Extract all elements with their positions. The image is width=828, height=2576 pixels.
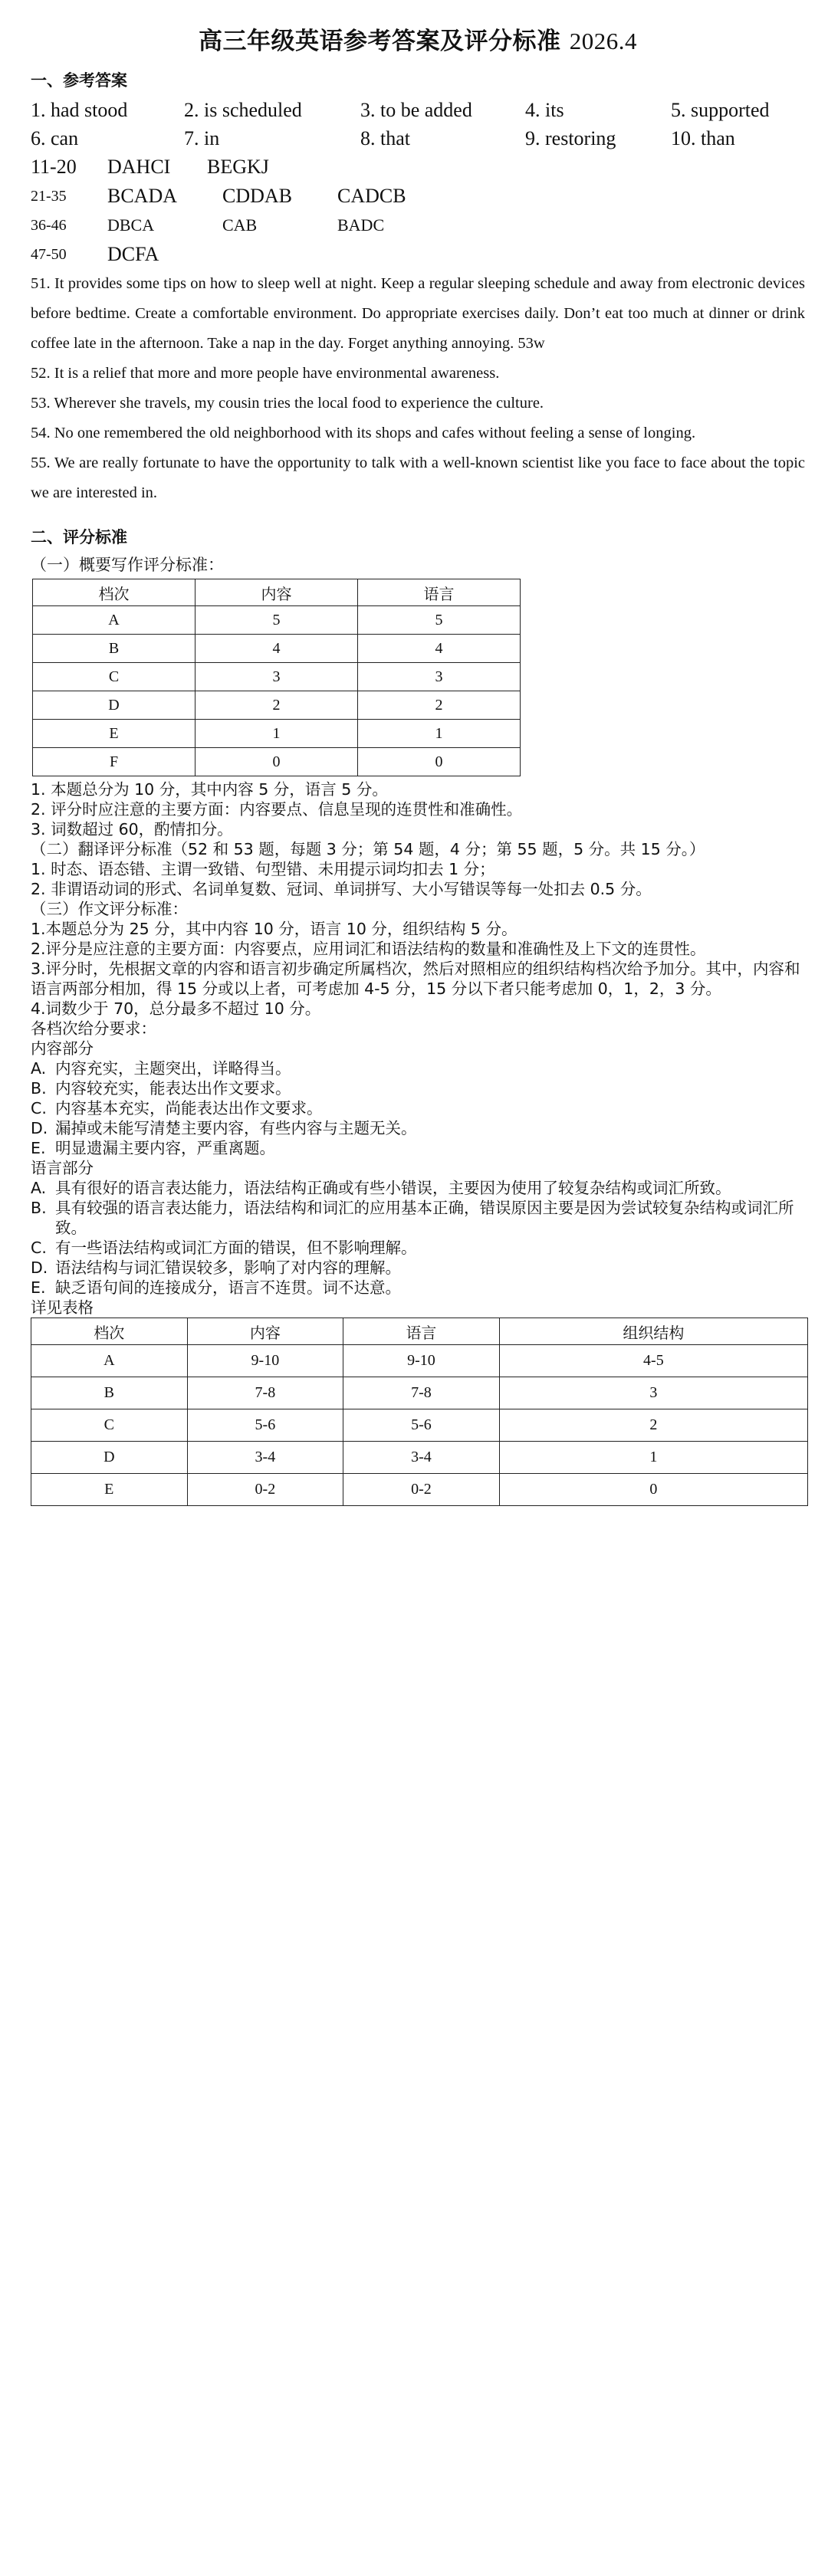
group-answers: CADCB [337, 185, 406, 207]
item-text: 内容充实，主题突出，详略得当。 [55, 1059, 291, 1078]
list-item [31, 1138, 805, 1158]
table-cell: D [31, 1442, 188, 1474]
group-label: 11-20 [31, 156, 77, 178]
answer-55: 55. We are really fortunate to have the opportunity to talk with a well-known scientist like you face to face about the topic we are interested in. [31, 454, 805, 501]
answer-item: 10. than [671, 127, 735, 149]
group-label: 21-35 [31, 188, 67, 205]
page-title [31, 21, 805, 56]
item-key: A. [31, 1059, 47, 1078]
table-row [33, 606, 521, 635]
note-line: 1. 本题总分为 10 分，其中内容 5 分，语言 5 分。 [31, 780, 388, 799]
table-cell: 0 [358, 748, 521, 776]
table-cell: 0 [196, 748, 358, 776]
table-header: 语言 [343, 1318, 500, 1345]
table-cell: 4-5 [499, 1345, 807, 1377]
answer-item: 4. its [525, 99, 564, 121]
table-cell: E [31, 1474, 188, 1506]
table-cell: 5-6 [343, 1409, 500, 1442]
table-row [33, 635, 521, 663]
table-header: 档次 [33, 579, 196, 606]
table-cell: A [33, 606, 196, 635]
table-cell: 1 [499, 1442, 807, 1474]
table-cell: 3-4 [187, 1442, 343, 1474]
group-answers: BCADA [107, 185, 178, 207]
table-cell: B [33, 635, 196, 663]
list-item [31, 1258, 805, 1278]
group-answers: DAHCI [107, 156, 171, 178]
list-item [31, 1178, 805, 1198]
table-row [33, 748, 521, 776]
table-header: 内容 [187, 1318, 343, 1345]
table-cell: E [33, 720, 196, 748]
answer-item: 2. is scheduled [184, 99, 302, 121]
item-key: C. [31, 1099, 47, 1117]
answer-item: 1. had stood [31, 99, 128, 121]
table-cell: 7-8 [187, 1377, 343, 1409]
table-row [31, 1409, 808, 1442]
list-item [31, 1098, 805, 1118]
answer-51: 51. It provides some tips on how to sleep well at night. Keep a regular sleeping schedule and away from electronic devices before bedtime. Create a comfortable environment. Do appropriate exercises daily. Don’t eat too much at dinner or drink coffee late in the afternoon. Take a nap in the day. Forget anything annoying. 53w [31, 275, 805, 352]
group-label: 36-46 [31, 217, 67, 234]
list-item [31, 1278, 805, 1298]
table-cell: 5 [196, 606, 358, 635]
answer-item: 5. supported [671, 99, 770, 121]
table-cell: 3 [196, 663, 358, 691]
item-text: 漏掉或未能写清楚主要内容，有些内容与主题无关。 [55, 1119, 417, 1137]
answer-54: 54. No one remembered the old neighborhood with its shops and cafes without feeling a sense of longing. [31, 425, 696, 441]
item-text: 具有较强的语言表达能力，语法结构和词汇的应用基本正确，错误原因主要是因为尝试较复杂结构或词汇所致。 [55, 1199, 794, 1237]
item-text: 内容基本充实，尚能表达出作文要求。 [55, 1099, 323, 1117]
item-text: 内容较充实，能表达出作文要求。 [55, 1079, 291, 1098]
answer-52: 52. It is a relief that more and more people have environmental awareness. [31, 365, 500, 382]
language-heading: 语言部分 [31, 1159, 94, 1177]
answer-group-row [31, 211, 805, 240]
table-cell: 2 [196, 691, 358, 720]
table-cell: D [33, 691, 196, 720]
item-key: D. [31, 1119, 48, 1137]
answer-group-row [31, 153, 805, 182]
group-answers: DBCA [107, 215, 155, 235]
table-cell: 3 [358, 663, 521, 691]
item-key: B. [31, 1079, 47, 1098]
table-row [31, 1474, 808, 1506]
table-header-row [31, 1318, 808, 1345]
group-answers: BEGKJ [207, 156, 269, 178]
list-item [31, 1118, 805, 1138]
item-key: D. [31, 1258, 48, 1277]
table-cell: 5 [358, 606, 521, 635]
table-cell: 3-4 [343, 1442, 500, 1474]
note-line: 3. 词数超过 60，酌情扣分。 [31, 820, 233, 838]
essay-scoring-table [31, 1318, 808, 1506]
table-cell: 4 [358, 635, 521, 663]
group-label: 47-50 [31, 246, 67, 263]
answers-1-10 [31, 96, 805, 153]
section2-heading: 二、评分标准 [31, 528, 127, 546]
list-item [31, 1238, 805, 1258]
table-row [31, 1345, 808, 1377]
item-key: B. [31, 1199, 47, 1217]
table-cell: 4 [196, 635, 358, 663]
list-item [31, 1078, 805, 1098]
table-cell: B [31, 1377, 188, 1409]
item-key: E. [31, 1278, 46, 1297]
table-cell: 9-10 [187, 1345, 343, 1377]
table-cell: 9-10 [343, 1345, 500, 1377]
table-cell: 0-2 [343, 1474, 500, 1506]
group-answers: CAB [222, 215, 258, 235]
note-line: 2. 非谓语动词的形式、名词单复数、冠词、单词拼写、大小写错误等每一处扣去 0.5 分。 [31, 880, 652, 898]
section1-heading: 一、参考答案 [31, 71, 127, 90]
group-answers: DCFA [107, 243, 159, 265]
content-heading: 内容部分 [31, 1039, 94, 1058]
table-cell: 1 [358, 720, 521, 748]
note-line: 2.评分是应注意的主要方面：内容要点，应用词汇和语法结构的数量和准确性及上下文的连贯性。 [31, 940, 706, 958]
item-text: 缺乏语句间的连接成分，语言不连贯。词不达意。 [55, 1278, 401, 1297]
list-item [31, 1198, 805, 1238]
table-cell: 3 [499, 1377, 807, 1409]
table-cell: 5-6 [187, 1409, 343, 1442]
table-header: 档次 [31, 1318, 188, 1345]
table-cell: C [33, 663, 196, 691]
item-text: 具有很好的语言表达能力，语法结构正确或有些小错误，主要因为使用了较复杂结构或词汇所致。 [55, 1179, 731, 1197]
title-year: 2026.4 [569, 28, 638, 54]
answer-group-row [31, 182, 805, 211]
note-line: 3.评分时，先根据文章的内容和语言初步确定所属档次，然后对照相应的组织结构档次给予加分。其中，内容和语言两部分相加，得 15 分或以上者，可考虑加 4-5 分，15 分以下者只能考虑加 0，1，2，3 分。 [31, 960, 800, 998]
table-header: 内容 [196, 579, 358, 606]
answer-group-row [31, 240, 805, 269]
table-header: 组织结构 [499, 1318, 807, 1345]
table-row [33, 720, 521, 748]
answer-key-page [31, 21, 805, 1506]
table-row [33, 691, 521, 720]
table-cell: 1 [196, 720, 358, 748]
item-text: 语法结构与词汇错误较多，影响了对内容的理解。 [55, 1258, 401, 1277]
table-cell: 2 [358, 691, 521, 720]
item-key: E. [31, 1139, 46, 1157]
group-answers: CDDAB [222, 185, 293, 207]
table-row [31, 1442, 808, 1474]
table-cell: F [33, 748, 196, 776]
answer-item: 3. to be added [360, 99, 472, 121]
part2-heading: （二）翻译评分标准（52 和 53 题，每题 3 分；第 54 题，4 分；第 55 题，5 分。共 15 分。） [31, 840, 705, 858]
note-line: 4.词数少于 70，总分最多不超过 10 分。 [31, 999, 321, 1018]
table-cell: 7-8 [343, 1377, 500, 1409]
table-header-row [33, 579, 521, 606]
item-key: A. [31, 1179, 47, 1197]
table-cell: 0 [499, 1474, 807, 1506]
answer-item: 8. that [360, 127, 410, 149]
item-key: C. [31, 1239, 47, 1257]
note-line: 1. 时态、语态错、主谓一致错、句型错、未用提示词均扣去 1 分； [31, 860, 495, 878]
part1-heading: （一）概要写作评分标准： [31, 556, 224, 574]
answer-53: 53. Wherever she travels, my cousin tries the local food to experience the culture. [31, 395, 544, 412]
answer-item: 7. in [184, 127, 220, 149]
answer-item: 9. restoring [525, 127, 616, 149]
table2-heading: 详见表格 [31, 1298, 94, 1317]
table-cell: 2 [499, 1409, 807, 1442]
table-cell: 0-2 [187, 1474, 343, 1506]
table-cell: A [31, 1345, 188, 1377]
answer-item: 6. can [31, 127, 79, 149]
levels-heading: 各档次给分要求： [31, 1019, 156, 1038]
item-text: 明显遗漏主要内容，严重离题。 [55, 1139, 275, 1157]
part3-heading: （三）作文评分标准： [31, 900, 188, 918]
item-text: 有一些语法结构或词汇方面的错误，但不影响理解。 [55, 1239, 417, 1257]
table-row [31, 1377, 808, 1409]
note-line: 2. 评分时应注意的主要方面：内容要点、信息呈现的连贯性和准确性。 [31, 800, 523, 819]
title-text: 高三年级英语参考答案及评分标准 [198, 28, 561, 55]
part1-notes [31, 779, 805, 1318]
table-cell: C [31, 1409, 188, 1442]
table-row [33, 663, 521, 691]
summary-scoring-table [32, 579, 521, 776]
table-header: 语言 [358, 579, 521, 606]
list-item [31, 1058, 805, 1078]
answer-groups [31, 153, 805, 269]
note-line: 1.本题总分为 25 分，其中内容 10 分，语言 10 分，组织结构 5 分。 [31, 920, 518, 938]
group-answers: BADC [337, 215, 385, 235]
